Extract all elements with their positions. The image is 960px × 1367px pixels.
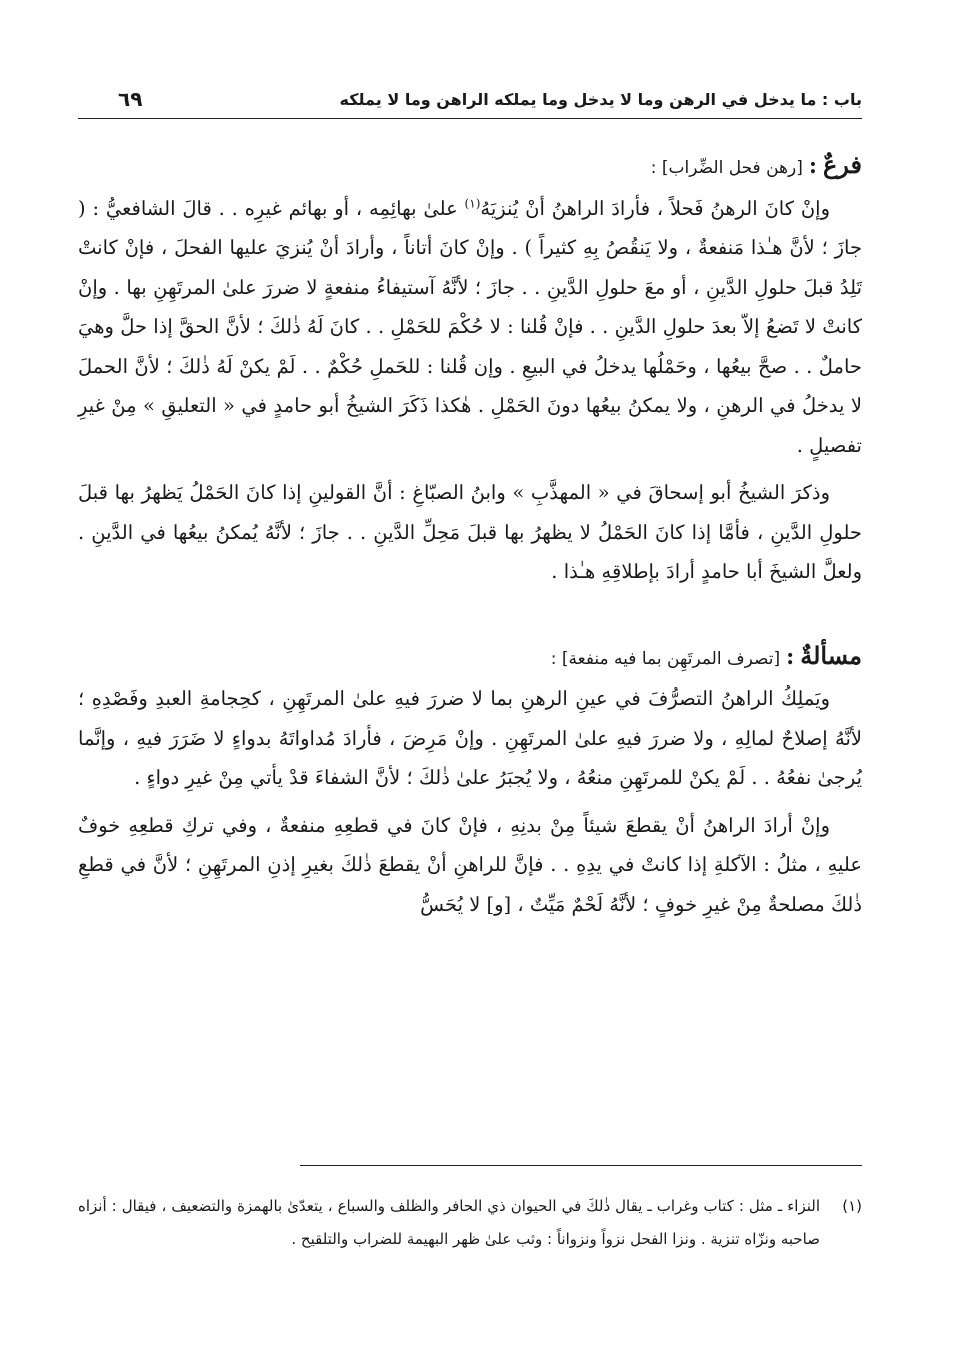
heading-keyword: مسألةٌ: [800, 640, 862, 670]
heading-keyword: فرعٌ: [822, 150, 862, 179]
running-header: [78, 84, 862, 114]
paragraph-text: وإنْ كانَ الرهنُ فَحلاً ، فأرادَ الراهنُ أنْ يُنزيَهُ: [480, 196, 830, 220]
paragraph: وذكرَ الشيخُ أبو إسحاقَ في « المهذَّبِ » وابنُ الصبّاغِ : أنَّ القولينِ إذا كانَ الحَمْلُ يَظهرُ بها قبلَ حلولِ الدَّينِ ، فأمَّا إذا كانَ الحَمْلُ لا يظهرُ بها قبلَ مَحِلِّ الدَّينِ . . جازَ ؛ لأنَّهُ يُمكنُ بيعُها في الدَّينِ . ولعلَّ الشيخَ أبا حامدٍ أرادَ بإطلاقِهِ هـٰذا .: [78, 481, 862, 583]
main-text: [78, 145, 862, 924]
header-divider: [78, 118, 862, 119]
paragraph: وإنْ أرادَ الراهنُ أنْ يقطعَ شيئاً مِنْ بدنِهِ ، فإنْ كانَ في قطعِهِ منفعةٌ ، وفي تركِ قطعِهِ خوفٌ عليهِ ، مثلُ : الآكلةِ إذا كانتْ في يدِهِ . . فإنَّ للراهنِ أنْ يقطعَ ذٰلكَ بغيرِ إذنِ المرتَهِنِ ؛ لأنَّ في قطعِ ذٰلكَ مصلحةٌ مِنْ غيرِ خوفٍ ؛ لأنَّهُ لَحْمٌ مَيِّتٌ ، [و] لا يُحَسُّ: [78, 813, 862, 916]
section-heading-far: [78, 145, 862, 189]
chapter-title: باب : ما يدخل في الرهن وما لا يدخل وما يملكه الراهن وما لا يملكه: [339, 89, 862, 109]
footnote-number: (١): [842, 1197, 862, 1215]
page-number: ٦٩: [118, 87, 143, 111]
book-page: [78, 0, 862, 1367]
heading-colon: :: [786, 643, 795, 670]
footnote: [78, 1190, 862, 1256]
section-heading-masala: [78, 636, 862, 680]
footnote-reference: (١): [464, 196, 481, 210]
footnote-divider: [300, 1165, 862, 1166]
paragraph-text: علىٰ بهائِمِه ، أو بهائم غيرِه . . قالَ الشافعيُّ : ( جازَ ؛ لأنَّ هـٰذا مَنفعةٌ ، ولا يَنقُصُ بِهِ كثيراً ) . وإنْ كانَ أتاناً ، وأرادَ أنْ يُنزيَ عليها الفحلَ ، فإنْ كانتْ تَلِدُ قبلَ حلولِ الدَّينِ ، أو معَ حلولِ الدَّينِ . . جازَ ؛ لأنَّهُ آستيفاءُ منفعةٍ لا ضررَ علىٰ المرتَهِنِ بها . وإنْ كانتْ لا تَضعُ إلاّ بعدَ حلولِ الدَّينِ . . فإنْ قُلنا : لا حُكْمَ للحَمْلِ . . كانَ لَهُ ذٰلكَ ؛ لأنَّ الحقَّ إذا حلَّ وهيَ حاملٌ . . صحَّ بيعُها ، وحَمْلُها يدخلُ في البيعِ . وإن قُلنا : للحَملِ حُكْمٌ . . لَمْ يكنْ لَهُ ذٰلكَ ؛ لأنَّ الحملَ لا يدخلُ في الرهنِ ، ولا يمكنُ بيعُها دونَ الحَمْلِ . هٰكذا ذَكَرَ الشيخُ أبو حامدٍ في « التعليقِ » مِنْ غيرِ تفصيلٍ .: [78, 196, 862, 457]
footnote-text: النزاء ـ مثل : كتاب وغراب ـ يقال ذٰلكَ في الحيوان ذي الحافر والظلف والسباع ، يتعدّىٰ بالهمزة والتضعيف ، فيقال : أنزاه صاحبه ونزّاه تنزية . ونزا الفحل نزواً ونزواناً : وثب علىٰ ظهر البهيمة للضراب والتلقيح .: [78, 1197, 820, 1248]
heading-colon: :: [808, 153, 817, 179]
heading-subtitle: [تصرف المرتَهِن بما فيه منفعة] :: [550, 648, 781, 669]
paragraph: [78, 189, 862, 466]
heading-subtitle: [رهن فحل الضِّراب] :: [650, 158, 803, 178]
paragraph: ويَملِكُ الراهنُ التصرُّفَ في عينِ الرهنِ بما لا ضررَ فيهِ علىٰ المرتَهِنِ ، كحِجامةِ العبدِ وفَصْدِهِ ؛ لأنَّهُ إصلاحٌ لمالِهِ ، ولا ضررَ فيهِ علىٰ المرتَهِنِ . وإنْ مَرِضَ ، فأرادَ مُداواتَهُ بدواءٍ لا ضَرَرَ فيهِ ، وإنَّما يُرجىٰ نفعُهُ . . لَمْ يكنْ للمرتَهِنِ منعُهُ ، ولا يُجبَرُ علىٰ ذٰلكَ ؛ لأنَّ الشفاءَ قدْ يأتي مِنْ غيرِ دواءٍ .: [78, 687, 862, 789]
